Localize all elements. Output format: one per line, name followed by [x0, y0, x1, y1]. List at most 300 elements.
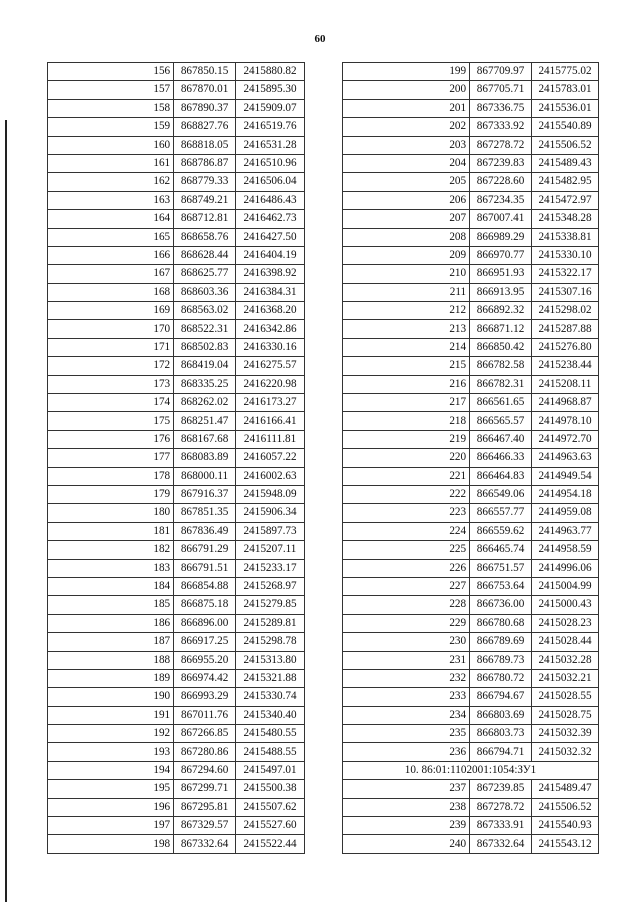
table-row: [343, 81, 599, 99]
point-number-cell: 168: [48, 283, 174, 301]
x-coordinate-cell: 868818.05: [174, 136, 236, 154]
point-number-cell: 172: [48, 357, 174, 375]
table-row: [48, 265, 305, 283]
table-row: [48, 633, 305, 651]
table-row: [343, 302, 599, 320]
x-coordinate-cell: 866854.88: [174, 577, 236, 595]
point-number-cell: 187: [48, 633, 174, 651]
table-row: [48, 761, 305, 779]
table-row: [343, 154, 599, 172]
x-coordinate-cell: 866736.00: [470, 596, 532, 614]
y-coordinate-cell: 2416368.20: [236, 302, 305, 320]
table-row: [343, 228, 599, 246]
x-coordinate-cell: 867239.83: [470, 154, 532, 172]
point-number-cell: 175: [48, 412, 174, 430]
point-number-cell: 189: [48, 669, 174, 687]
point-number-cell: 200: [343, 81, 470, 99]
x-coordinate-cell: 867280.86: [174, 743, 236, 761]
point-number-cell: 230: [343, 633, 470, 651]
point-number-cell: 227: [343, 577, 470, 595]
y-coordinate-cell: 2416342.86: [236, 320, 305, 338]
x-coordinate-cell: 866974.42: [174, 669, 236, 687]
point-number-cell: 198: [48, 835, 174, 853]
x-coordinate-cell: 867294.60: [174, 761, 236, 779]
y-coordinate-cell: 2416173.27: [236, 394, 305, 412]
table-row: [48, 835, 305, 853]
point-number-cell: 204: [343, 154, 470, 172]
y-coordinate-cell: 2415322.17: [532, 265, 599, 283]
parcel-section-label: 10. 86:01:1102001:1054:ЗУ1: [343, 761, 599, 779]
y-coordinate-cell: 2415028.55: [532, 688, 599, 706]
x-coordinate-cell: 868167.68: [174, 430, 236, 448]
point-number-cell: 205: [343, 173, 470, 191]
y-coordinate-cell: 2416506.04: [236, 173, 305, 191]
point-number-cell: 160: [48, 136, 174, 154]
point-number-cell: 190: [48, 688, 174, 706]
x-coordinate-cell: 868603.36: [174, 283, 236, 301]
y-coordinate-cell: 2414963.63: [532, 449, 599, 467]
point-number-cell: 201: [343, 99, 470, 117]
point-number-cell: 193: [48, 743, 174, 761]
point-number-cell: 233: [343, 688, 470, 706]
y-coordinate-cell: 2415948.09: [236, 485, 305, 503]
x-coordinate-cell: 866464.83: [470, 467, 532, 485]
point-number-cell: 237: [343, 780, 470, 798]
y-coordinate-cell: 2416531.28: [236, 136, 305, 154]
point-number-cell: 228: [343, 596, 470, 614]
point-number-cell: 225: [343, 541, 470, 559]
x-coordinate-cell: 867333.92: [470, 118, 532, 136]
point-number-cell: 178: [48, 467, 174, 485]
table-row: [343, 522, 599, 540]
table-row: [48, 485, 305, 503]
point-number-cell: 169: [48, 302, 174, 320]
point-number-cell: 165: [48, 228, 174, 246]
x-coordinate-cell: 867333.91: [470, 817, 532, 835]
y-coordinate-cell: 2415489.47: [532, 780, 599, 798]
y-coordinate-cell: 2414996.06: [532, 559, 599, 577]
table-row: [343, 706, 599, 724]
y-coordinate-cell: 2415298.02: [532, 302, 599, 320]
x-coordinate-cell: 866875.18: [174, 596, 236, 614]
table-row: [343, 817, 599, 835]
table-row: [48, 725, 305, 743]
point-number-cell: 231: [343, 651, 470, 669]
x-coordinate-cell: 866565.57: [470, 412, 532, 430]
table-row: [48, 430, 305, 448]
x-coordinate-cell: 866871.12: [470, 320, 532, 338]
x-coordinate-cell: 866794.67: [470, 688, 532, 706]
y-coordinate-cell: 2415330.74: [236, 688, 305, 706]
x-coordinate-cell: 868563.02: [174, 302, 236, 320]
x-coordinate-cell: 866970.77: [470, 246, 532, 264]
y-coordinate-cell: 2415507.62: [236, 798, 305, 816]
x-coordinate-cell: 866794.71: [470, 743, 532, 761]
y-coordinate-cell: 2414949.54: [532, 467, 599, 485]
table-row: [48, 522, 305, 540]
table-row: [343, 412, 599, 430]
section-header-row: [343, 761, 599, 779]
scan-edge-bar: [5, 120, 7, 902]
y-coordinate-cell: 2415488.55: [236, 743, 305, 761]
x-coordinate-cell: 866789.69: [470, 633, 532, 651]
point-number-cell: 177: [48, 449, 174, 467]
y-coordinate-cell: 2415472.97: [532, 191, 599, 209]
point-number-cell: 220: [343, 449, 470, 467]
table-row: [48, 669, 305, 687]
point-number-cell: 170: [48, 320, 174, 338]
x-coordinate-cell: 868827.76: [174, 118, 236, 136]
x-coordinate-cell: 867870.01: [174, 81, 236, 99]
y-coordinate-cell: 2414954.18: [532, 485, 599, 503]
y-coordinate-cell: 2415783.01: [532, 81, 599, 99]
x-coordinate-cell: 867836.49: [174, 522, 236, 540]
y-coordinate-cell: 2414968.87: [532, 394, 599, 412]
x-coordinate-cell: 867007.41: [470, 210, 532, 228]
y-coordinate-cell: 2415522.44: [236, 835, 305, 853]
table-row: [48, 191, 305, 209]
table-row: [48, 228, 305, 246]
table-row: [48, 210, 305, 228]
point-number-cell: 202: [343, 118, 470, 136]
y-coordinate-cell: 2416462.73: [236, 210, 305, 228]
x-coordinate-cell: 866892.32: [470, 302, 532, 320]
y-coordinate-cell: 2415004.99: [532, 577, 599, 595]
table-row: [343, 265, 599, 283]
table-row: [48, 338, 305, 356]
y-coordinate-cell: 2416398.92: [236, 265, 305, 283]
y-coordinate-cell: 2414978.10: [532, 412, 599, 430]
x-coordinate-cell: 867295.81: [174, 798, 236, 816]
x-coordinate-cell: 866780.72: [470, 669, 532, 687]
y-coordinate-cell: 2416166.41: [236, 412, 305, 430]
x-coordinate-cell: 868658.76: [174, 228, 236, 246]
point-number-cell: 184: [48, 577, 174, 595]
table-row: [48, 320, 305, 338]
point-number-cell: 171: [48, 338, 174, 356]
point-number-cell: 224: [343, 522, 470, 540]
y-coordinate-cell: 2416486.43: [236, 191, 305, 209]
table-row: [343, 191, 599, 209]
point-number-cell: 167: [48, 265, 174, 283]
point-number-cell: 186: [48, 614, 174, 632]
point-number-cell: 162: [48, 173, 174, 191]
point-number-cell: 157: [48, 81, 174, 99]
point-number-cell: 217: [343, 394, 470, 412]
table-row: [343, 357, 599, 375]
x-coordinate-cell: 867705.71: [470, 81, 532, 99]
point-number-cell: 164: [48, 210, 174, 228]
y-coordinate-cell: 2415543.12: [532, 835, 599, 853]
y-coordinate-cell: 2415032.21: [532, 669, 599, 687]
x-coordinate-cell: 866989.29: [470, 228, 532, 246]
x-coordinate-cell: 867916.37: [174, 485, 236, 503]
point-number-cell: 240: [343, 835, 470, 853]
point-number-cell: 215: [343, 357, 470, 375]
point-number-cell: 159: [48, 118, 174, 136]
y-coordinate-cell: 2415298.78: [236, 633, 305, 651]
point-number-cell: 188: [48, 651, 174, 669]
y-coordinate-cell: 2415307.16: [532, 283, 599, 301]
point-number-cell: 194: [48, 761, 174, 779]
table-row: [48, 302, 305, 320]
x-coordinate-cell: 866780.68: [470, 614, 532, 632]
x-coordinate-cell: 868522.31: [174, 320, 236, 338]
table-row: [343, 798, 599, 816]
x-coordinate-cell: 868419.04: [174, 357, 236, 375]
point-number-cell: 229: [343, 614, 470, 632]
x-coordinate-cell: 867329.57: [174, 817, 236, 835]
x-coordinate-cell: 866782.58: [470, 357, 532, 375]
point-number-cell: 213: [343, 320, 470, 338]
point-number-cell: 183: [48, 559, 174, 577]
x-coordinate-cell: 866993.29: [174, 688, 236, 706]
table-row: [343, 375, 599, 393]
x-coordinate-cell: 867299.71: [174, 780, 236, 798]
y-coordinate-cell: 2415208.11: [532, 375, 599, 393]
x-coordinate-cell: 866751.57: [470, 559, 532, 577]
point-number-cell: 221: [343, 467, 470, 485]
table-row: [343, 136, 599, 154]
table-row: [48, 394, 305, 412]
x-coordinate-cell: 866896.00: [174, 614, 236, 632]
y-coordinate-cell: 2415506.52: [532, 136, 599, 154]
x-coordinate-cell: 866955.20: [174, 651, 236, 669]
point-number-cell: 179: [48, 485, 174, 503]
table-row: [343, 430, 599, 448]
point-number-cell: 197: [48, 817, 174, 835]
x-coordinate-cell: 868712.81: [174, 210, 236, 228]
table-row: [48, 173, 305, 191]
point-number-cell: 236: [343, 743, 470, 761]
table-row: [48, 375, 305, 393]
y-coordinate-cell: 2415238.44: [532, 357, 599, 375]
point-number-cell: 219: [343, 430, 470, 448]
x-coordinate-cell: 867332.64: [470, 835, 532, 853]
y-coordinate-cell: 2415536.01: [532, 99, 599, 117]
y-coordinate-cell: 2415028.75: [532, 706, 599, 724]
x-coordinate-cell: 867332.64: [174, 835, 236, 853]
table-row: [343, 541, 599, 559]
y-coordinate-cell: 2415289.81: [236, 614, 305, 632]
table-row: [48, 136, 305, 154]
x-coordinate-cell: 866549.06: [470, 485, 532, 503]
y-coordinate-cell: 2414972.70: [532, 430, 599, 448]
point-number-cell: 207: [343, 210, 470, 228]
y-coordinate-cell: 2415279.85: [236, 596, 305, 614]
y-coordinate-cell: 2416057.22: [236, 449, 305, 467]
point-number-cell: 232: [343, 669, 470, 687]
x-coordinate-cell: 866791.51: [174, 559, 236, 577]
table-row: [48, 706, 305, 724]
point-number-cell: 239: [343, 817, 470, 835]
table-row: [343, 467, 599, 485]
y-coordinate-cell: 2416510.96: [236, 154, 305, 172]
x-coordinate-cell: 866803.73: [470, 725, 532, 743]
point-number-cell: 195: [48, 780, 174, 798]
table-row: [48, 246, 305, 264]
y-coordinate-cell: 2415775.02: [532, 63, 599, 81]
point-number-cell: 206: [343, 191, 470, 209]
x-coordinate-cell: 866782.31: [470, 375, 532, 393]
y-coordinate-cell: 2415321.88: [236, 669, 305, 687]
x-coordinate-cell: 866850.42: [470, 338, 532, 356]
point-number-cell: 182: [48, 541, 174, 559]
y-coordinate-cell: 2416519.76: [236, 118, 305, 136]
point-number-cell: 166: [48, 246, 174, 264]
y-coordinate-cell: 2415497.01: [236, 761, 305, 779]
table-row: [343, 596, 599, 614]
table-row: [48, 559, 305, 577]
point-number-cell: 161: [48, 154, 174, 172]
y-coordinate-cell: 2415028.23: [532, 614, 599, 632]
point-number-cell: 185: [48, 596, 174, 614]
point-number-cell: 234: [343, 706, 470, 724]
x-coordinate-cell: 868628.44: [174, 246, 236, 264]
point-number-cell: 208: [343, 228, 470, 246]
x-coordinate-cell: 868625.77: [174, 265, 236, 283]
x-coordinate-cell: 867278.72: [470, 136, 532, 154]
y-coordinate-cell: 2415032.28: [532, 651, 599, 669]
x-coordinate-cell: 866791.29: [174, 541, 236, 559]
y-coordinate-cell: 2415500.38: [236, 780, 305, 798]
table-row: [343, 320, 599, 338]
x-coordinate-cell: 867336.75: [470, 99, 532, 117]
table-row: [48, 541, 305, 559]
x-coordinate-cell: 868083.89: [174, 449, 236, 467]
x-coordinate-cell: 866557.77: [470, 504, 532, 522]
y-coordinate-cell: 2414958.59: [532, 541, 599, 559]
table-row: [343, 669, 599, 687]
y-coordinate-cell: 2416330.16: [236, 338, 305, 356]
point-number-cell: 176: [48, 430, 174, 448]
point-number-cell: 210: [343, 265, 470, 283]
y-coordinate-cell: 2414963.77: [532, 522, 599, 540]
table-row: [343, 651, 599, 669]
point-number-cell: 209: [343, 246, 470, 264]
point-number-cell: 199: [343, 63, 470, 81]
x-coordinate-cell: 868749.21: [174, 191, 236, 209]
x-coordinate-cell: 866951.93: [470, 265, 532, 283]
table-row: [48, 467, 305, 485]
y-coordinate-cell: 2415909.07: [236, 99, 305, 117]
x-coordinate-cell: 867011.76: [174, 706, 236, 724]
point-number-cell: 163: [48, 191, 174, 209]
table-row: [343, 743, 599, 761]
table-row: [48, 798, 305, 816]
table-row: [343, 99, 599, 117]
y-coordinate-cell: 2415000.43: [532, 596, 599, 614]
table-row: [343, 577, 599, 595]
y-coordinate-cell: 2415032.32: [532, 743, 599, 761]
point-number-cell: 156: [48, 63, 174, 81]
x-coordinate-cell: 866467.40: [470, 430, 532, 448]
point-number-cell: 212: [343, 302, 470, 320]
point-number-cell: 196: [48, 798, 174, 816]
coordinates-table-left: [47, 62, 305, 854]
y-coordinate-cell: 2415207.11: [236, 541, 305, 559]
table-row: [343, 63, 599, 81]
point-number-cell: 216: [343, 375, 470, 393]
y-coordinate-cell: 2415880.82: [236, 63, 305, 81]
x-coordinate-cell: 866803.69: [470, 706, 532, 724]
table-row: [343, 633, 599, 651]
point-number-cell: 203: [343, 136, 470, 154]
x-coordinate-cell: 868000.11: [174, 467, 236, 485]
point-number-cell: 192: [48, 725, 174, 743]
y-coordinate-cell: 2415895.30: [236, 81, 305, 99]
x-coordinate-cell: 866753.64: [470, 577, 532, 595]
x-coordinate-cell: 868251.47: [174, 412, 236, 430]
table-row: [343, 725, 599, 743]
x-coordinate-cell: 868262.02: [174, 394, 236, 412]
y-coordinate-cell: 2414959.08: [532, 504, 599, 522]
y-coordinate-cell: 2416220.98: [236, 375, 305, 393]
table-row: [48, 817, 305, 835]
table-row: [48, 81, 305, 99]
x-coordinate-cell: 867278.72: [470, 798, 532, 816]
point-number-cell: 158: [48, 99, 174, 117]
x-coordinate-cell: 868779.33: [174, 173, 236, 191]
x-coordinate-cell: 866917.25: [174, 633, 236, 651]
table-row: [343, 210, 599, 228]
y-coordinate-cell: 2415338.81: [532, 228, 599, 246]
table-row: [343, 118, 599, 136]
y-coordinate-cell: 2415028.44: [532, 633, 599, 651]
table-row: [48, 63, 305, 81]
point-number-cell: 218: [343, 412, 470, 430]
table-row: [48, 283, 305, 301]
y-coordinate-cell: 2416427.50: [236, 228, 305, 246]
y-coordinate-cell: 2415540.93: [532, 817, 599, 835]
y-coordinate-cell: 2415340.40: [236, 706, 305, 724]
y-coordinate-cell: 2415506.52: [532, 798, 599, 816]
x-coordinate-cell: 867234.35: [470, 191, 532, 209]
table-row: [343, 449, 599, 467]
y-coordinate-cell: 2415527.60: [236, 817, 305, 835]
table-row: [343, 173, 599, 191]
y-coordinate-cell: 2415287.88: [532, 320, 599, 338]
table-row: [343, 688, 599, 706]
y-coordinate-cell: 2415268.97: [236, 577, 305, 595]
table-row: [48, 688, 305, 706]
table-row: [343, 338, 599, 356]
table-row: [48, 118, 305, 136]
point-number-cell: 180: [48, 504, 174, 522]
x-coordinate-cell: 866561.65: [470, 394, 532, 412]
table-row: [48, 743, 305, 761]
x-coordinate-cell: 867266.85: [174, 725, 236, 743]
y-coordinate-cell: 2415906.34: [236, 504, 305, 522]
table-row: [343, 394, 599, 412]
y-coordinate-cell: 2416111.81: [236, 430, 305, 448]
point-number-cell: 226: [343, 559, 470, 577]
y-coordinate-cell: 2415897.73: [236, 522, 305, 540]
x-coordinate-cell: 866466.33: [470, 449, 532, 467]
table-row: [343, 559, 599, 577]
table-row: [48, 99, 305, 117]
x-coordinate-cell: 867890.37: [174, 99, 236, 117]
table-row: [48, 577, 305, 595]
x-coordinate-cell: 867851.35: [174, 504, 236, 522]
y-coordinate-cell: 2415489.43: [532, 154, 599, 172]
x-coordinate-cell: 867228.60: [470, 173, 532, 191]
table-row: [48, 412, 305, 430]
x-coordinate-cell: 867850.15: [174, 63, 236, 81]
point-number-cell: 174: [48, 394, 174, 412]
y-coordinate-cell: 2415480.55: [236, 725, 305, 743]
table-row: [48, 596, 305, 614]
